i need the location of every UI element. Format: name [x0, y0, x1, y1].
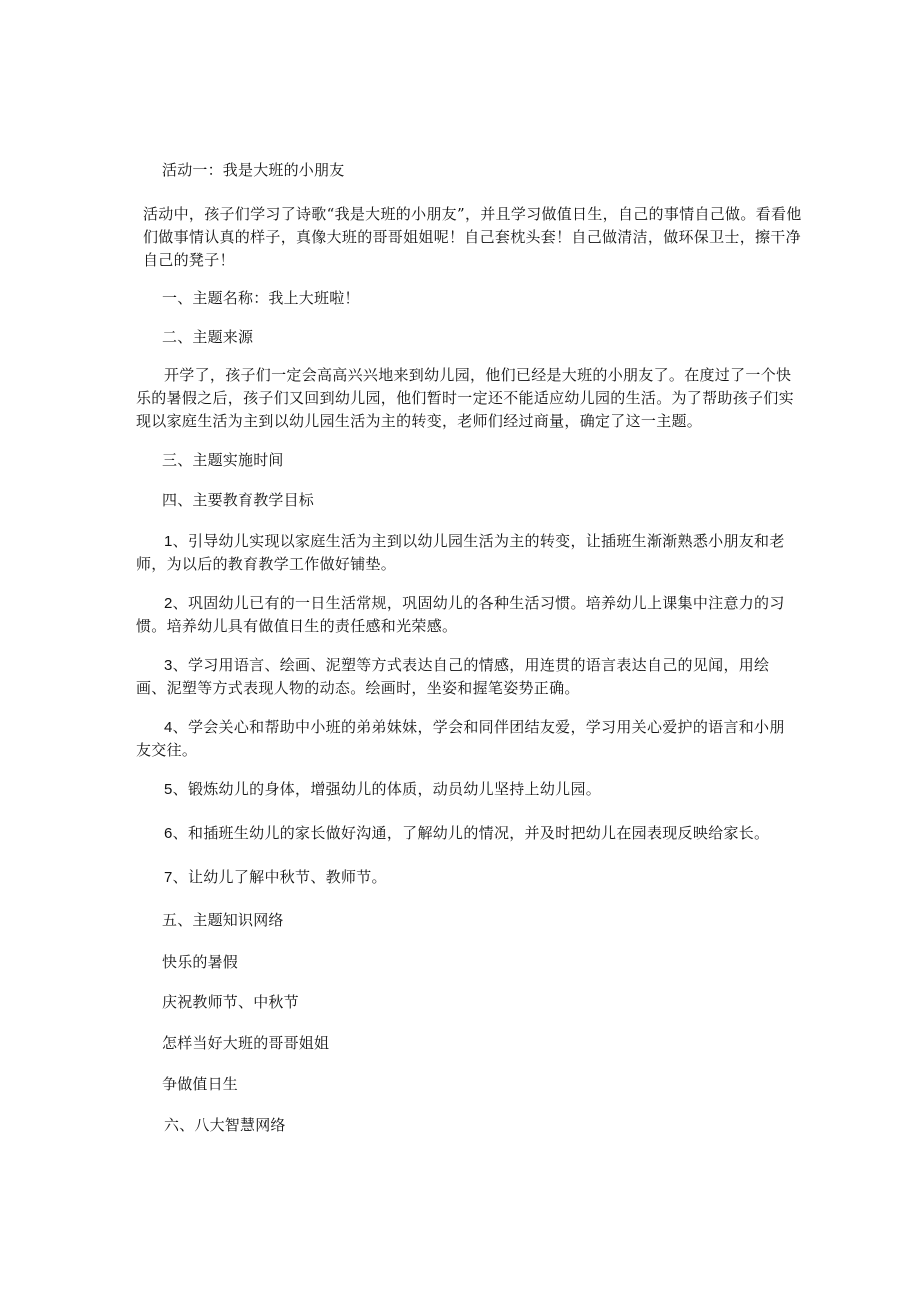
goal-item: 1、引导幼儿实现以家庭生活为主到以幼儿园生活为主的转变，让插班生渐渐熟悉小朋友和老师，为以后的教育教学工作做好铺垫。: [136, 532, 785, 573]
network-item: 争做值日生: [162, 1075, 239, 1093]
section-3-heading: 三、主题实施时间: [162, 451, 284, 469]
goal-item: 5、锻炼幼儿的身体，增强幼儿的体质，动员幼儿坚持上幼儿园。: [164, 780, 602, 798]
network-item: 怎样当好大班的哥哥姐姐: [162, 1034, 330, 1052]
section-1-heading: 一、主题名称：我上大班啦！: [162, 289, 360, 307]
goal-item: 7、让幼儿了解中秋节、教师节。: [164, 868, 387, 886]
goal-item: 6、和插班生幼儿的家长做好沟通，了解幼儿的情况，并及时把幼儿在园表现反映给家长。: [164, 824, 770, 842]
source-paragraph: 开学了，孩子们一定会高高兴兴地来到幼儿园，他们已经是大班的小朋友了。在度过了一个快乐的暑假之后，孩子们又回到幼儿园，他们暂时一定还不能适应幼儿园的生活。为了帮助孩子们实现以家庭生活为主到以幼儿园生活为主的转变，老师们经过商量，确定了这一主题。: [136, 366, 794, 430]
goal-item: 4、学会关心和帮助中小班的弟弟妹妹，学会和同伴团结友爱，学习用关心爱护的语言和小朋友交往。: [136, 718, 785, 759]
activity-description: 活动中，孩子们学习了诗歌“我是大班的小朋友”，并且学习做值日生，自己的事情自己做。看看他们做事情认真的样子，真像大班的哥哥姐姐呢！自己套枕头套！自己做清洁，做环保卫士，擦干净自己的凳子！: [143, 205, 802, 269]
network-item: 庆祝教师节、中秋节: [162, 993, 299, 1011]
goal-item: 3、学习用语言、绘画、泥塑等方式表达自己的情感，用连贯的语言表达自己的见闻，用绘画、泥塑等方式表现人物的动态。绘画时，坐姿和握笔姿势正确。: [136, 656, 770, 697]
network-item: 快乐的暑假: [162, 953, 239, 971]
goal-item: 2、巩固幼儿已有的一日生活常规，巩固幼儿的各种生活习惯。培养幼儿上课集中注意力的习惯。培养幼儿具有做值日生的责任感和光荣感。: [136, 594, 785, 635]
activity-title: 活动一：我是大班的小朋友: [162, 161, 345, 179]
section-5-heading: 五、主题知识网络: [162, 911, 284, 929]
section-4-heading: 四、主要教育教学目标: [162, 491, 315, 509]
section-2-heading: 二、主题来源: [162, 328, 254, 346]
section-6-heading: 六、八大智慧网络: [164, 1116, 286, 1134]
